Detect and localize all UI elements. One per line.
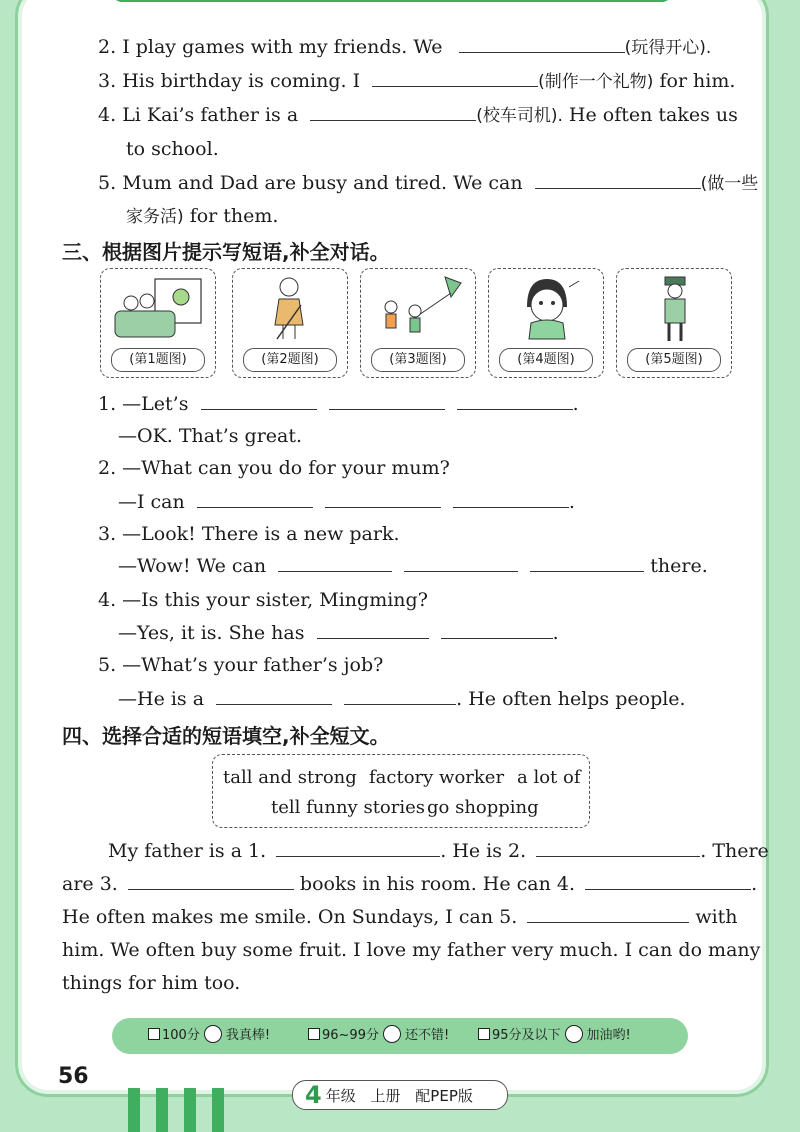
passage-text: .: [751, 873, 758, 895]
section-3-heading: 三、根据图片提示写短语,补全对话。: [62, 240, 390, 264]
item-continuation: [126, 203, 278, 230]
girl-face-illustration: [499, 273, 593, 345]
word-option: a lot of: [517, 767, 581, 788]
section-4-heading: 四、选择合适的短语填空,补全短文。: [62, 724, 390, 748]
passage-line-3: [62, 904, 738, 930]
score-comment: 还不错!: [404, 1028, 450, 1043]
checkbox[interactable]: [148, 1028, 160, 1040]
bottom-stripe: [128, 1088, 140, 1132]
exercise-item-4: [98, 102, 738, 129]
answer-blank[interactable]: [527, 904, 689, 923]
answer-blank[interactable]: [457, 391, 573, 410]
grade-footer: [292, 1080, 508, 1110]
picture-caption: (第4题图): [499, 348, 593, 372]
score-option-2: [308, 1018, 449, 1054]
score-comment: 我真棒!: [225, 1028, 271, 1043]
word-bank: [212, 754, 590, 828]
dialog-4-question: 4. —Is this your sister, Mingming?: [98, 589, 428, 611]
dialog-2-answer: [118, 489, 575, 515]
dialog-3-question: 3. —Look! There is a new park.: [98, 523, 400, 545]
dialog-5-answer: [118, 686, 686, 712]
picture-caption: (第2题图): [243, 348, 337, 372]
picture-card-2: [232, 268, 348, 378]
chinese-hint: (制作一个礼物): [538, 72, 654, 92]
bottom-stripe: [156, 1088, 168, 1132]
answer-blank[interactable]: [329, 391, 445, 410]
page-number: 56: [58, 1064, 89, 1089]
answer-blank[interactable]: [276, 838, 440, 857]
score-range: 100分: [162, 1028, 200, 1043]
passage-text: books in his room. He can 4.: [299, 873, 576, 895]
item-number: 5.: [98, 172, 117, 194]
word-option: factory worker: [369, 767, 505, 788]
passage-line-5: things for him too.: [62, 972, 241, 994]
bottom-stripe: [212, 1088, 224, 1132]
item-text-after: He often takes us: [568, 104, 738, 126]
grade-number: 4: [305, 1081, 322, 1109]
picture-card-1: [100, 268, 216, 378]
item-number: 2.: [98, 36, 117, 58]
bus-seats-illustration: [111, 273, 205, 345]
picture-card-4: [488, 268, 604, 378]
girl-sweeping-illustration: [243, 273, 337, 345]
item-text: I play games with my friends. We: [122, 36, 443, 58]
edition-label: 配PEP版: [415, 1087, 473, 1105]
bottom-stripe: [184, 1088, 196, 1132]
item-text-after: for them.: [189, 205, 279, 227]
passage-line-1: [108, 838, 769, 864]
word-option: tell funny stories: [271, 797, 426, 818]
dialog-text: —He is a: [118, 688, 205, 710]
dialog-text: .: [568, 491, 575, 513]
smile-face-icon: [383, 1025, 401, 1043]
exercise-item-5: [98, 170, 758, 197]
checkbox[interactable]: [478, 1028, 490, 1040]
dialog-5-question: 5. —What’s your father’s job?: [98, 654, 384, 676]
passage-text: . There: [700, 840, 769, 862]
happy-face-icon: [204, 1025, 222, 1043]
picture-caption: (第3题图): [371, 348, 465, 372]
dialog-2-question: 2. —What can you do for your mum?: [98, 457, 450, 479]
dialog-text: 1. —Let’s: [98, 393, 189, 415]
chinese-hint: (校车司机).: [476, 106, 563, 126]
chinese-hint: (做一些: [700, 174, 759, 194]
answer-blank[interactable]: [536, 838, 700, 857]
passage-text: He often makes me smile. On Sundays, I can 5.: [62, 906, 518, 928]
cheer-face-icon: [565, 1025, 583, 1043]
word-option: tall and strong: [223, 767, 357, 788]
answer-blank[interactable]: [459, 34, 625, 53]
dialog-4-answer: [118, 620, 559, 646]
answer-blank[interactable]: [585, 871, 751, 890]
dialog-1-question: [98, 391, 579, 417]
dialog-3-answer: [118, 553, 708, 579]
passage-text: with: [695, 906, 738, 928]
answer-blank[interactable]: [310, 102, 476, 121]
answer-blank[interactable]: [278, 553, 392, 572]
item-number: 4.: [98, 104, 117, 126]
answer-blank[interactable]: [197, 489, 313, 508]
answer-blank[interactable]: [530, 553, 644, 572]
dialog-text: .: [552, 622, 559, 644]
word-option: go shopping: [427, 797, 539, 818]
dialog-text: there.: [650, 555, 708, 577]
answer-blank[interactable]: [128, 871, 294, 890]
dialog-text: —I can: [118, 491, 185, 513]
exercise-item-2: [98, 34, 711, 61]
item-text: His birthday is coming. I: [122, 70, 361, 92]
score-option-3: [478, 1018, 631, 1054]
passage-line-4: him. We often buy some fruit. I love my father very much. I can do many: [62, 939, 761, 961]
answer-blank[interactable]: [344, 686, 456, 705]
self-score-bar: [112, 1018, 688, 1054]
answer-blank[interactable]: [201, 391, 317, 410]
top-decoration: [112, 0, 672, 2]
answer-blank[interactable]: [404, 553, 518, 572]
chinese-hint: 家务活): [126, 207, 184, 227]
item-continuation: to school.: [126, 138, 219, 160]
checkbox[interactable]: [308, 1028, 320, 1040]
item-number: 3.: [98, 70, 117, 92]
answer-blank[interactable]: [441, 620, 553, 639]
passage-text: . He is 2.: [440, 840, 527, 862]
kids-flying-kite-illustration: [371, 273, 465, 345]
picture-caption: (第5题图): [627, 348, 721, 372]
dialog-1-answer: —OK. That’s great.: [118, 425, 303, 447]
passage-text: are 3.: [62, 873, 118, 895]
policeman-illustration: [627, 273, 721, 345]
picture-caption: (第1题图): [111, 348, 205, 372]
answer-blank[interactable]: [317, 620, 429, 639]
score-range: 95分及以下: [492, 1028, 561, 1043]
answer-blank[interactable]: [325, 489, 441, 508]
dialog-text: . He often helps people.: [456, 688, 686, 710]
exercise-item-3: [98, 68, 735, 95]
dialog-text: —Wow! We can: [118, 555, 267, 577]
grade-label: 年级: [325, 1087, 356, 1105]
passage-text: My father is a 1.: [108, 840, 267, 862]
answer-blank[interactable]: [535, 170, 701, 189]
answer-blank[interactable]: [372, 68, 538, 87]
item-text: Li Kai’s father is a: [122, 104, 299, 126]
volume-label: 上册: [370, 1087, 401, 1105]
score-comment: 加油哟!: [586, 1028, 631, 1043]
picture-card-3: [360, 268, 476, 378]
passage-line-2: [62, 871, 757, 897]
dialog-text: —Yes, it is. She has: [118, 622, 305, 644]
score-range: 96~99分: [322, 1028, 379, 1043]
answer-blank[interactable]: [216, 686, 332, 705]
dialog-text: .: [572, 393, 579, 415]
chinese-hint: (玩得开心).: [624, 38, 712, 58]
answer-blank[interactable]: [453, 489, 569, 508]
item-text-after: for him.: [659, 70, 736, 92]
picture-card-5: [616, 268, 732, 378]
score-option-1: [148, 1018, 270, 1054]
item-text: Mum and Dad are busy and tired. We can: [122, 172, 523, 194]
